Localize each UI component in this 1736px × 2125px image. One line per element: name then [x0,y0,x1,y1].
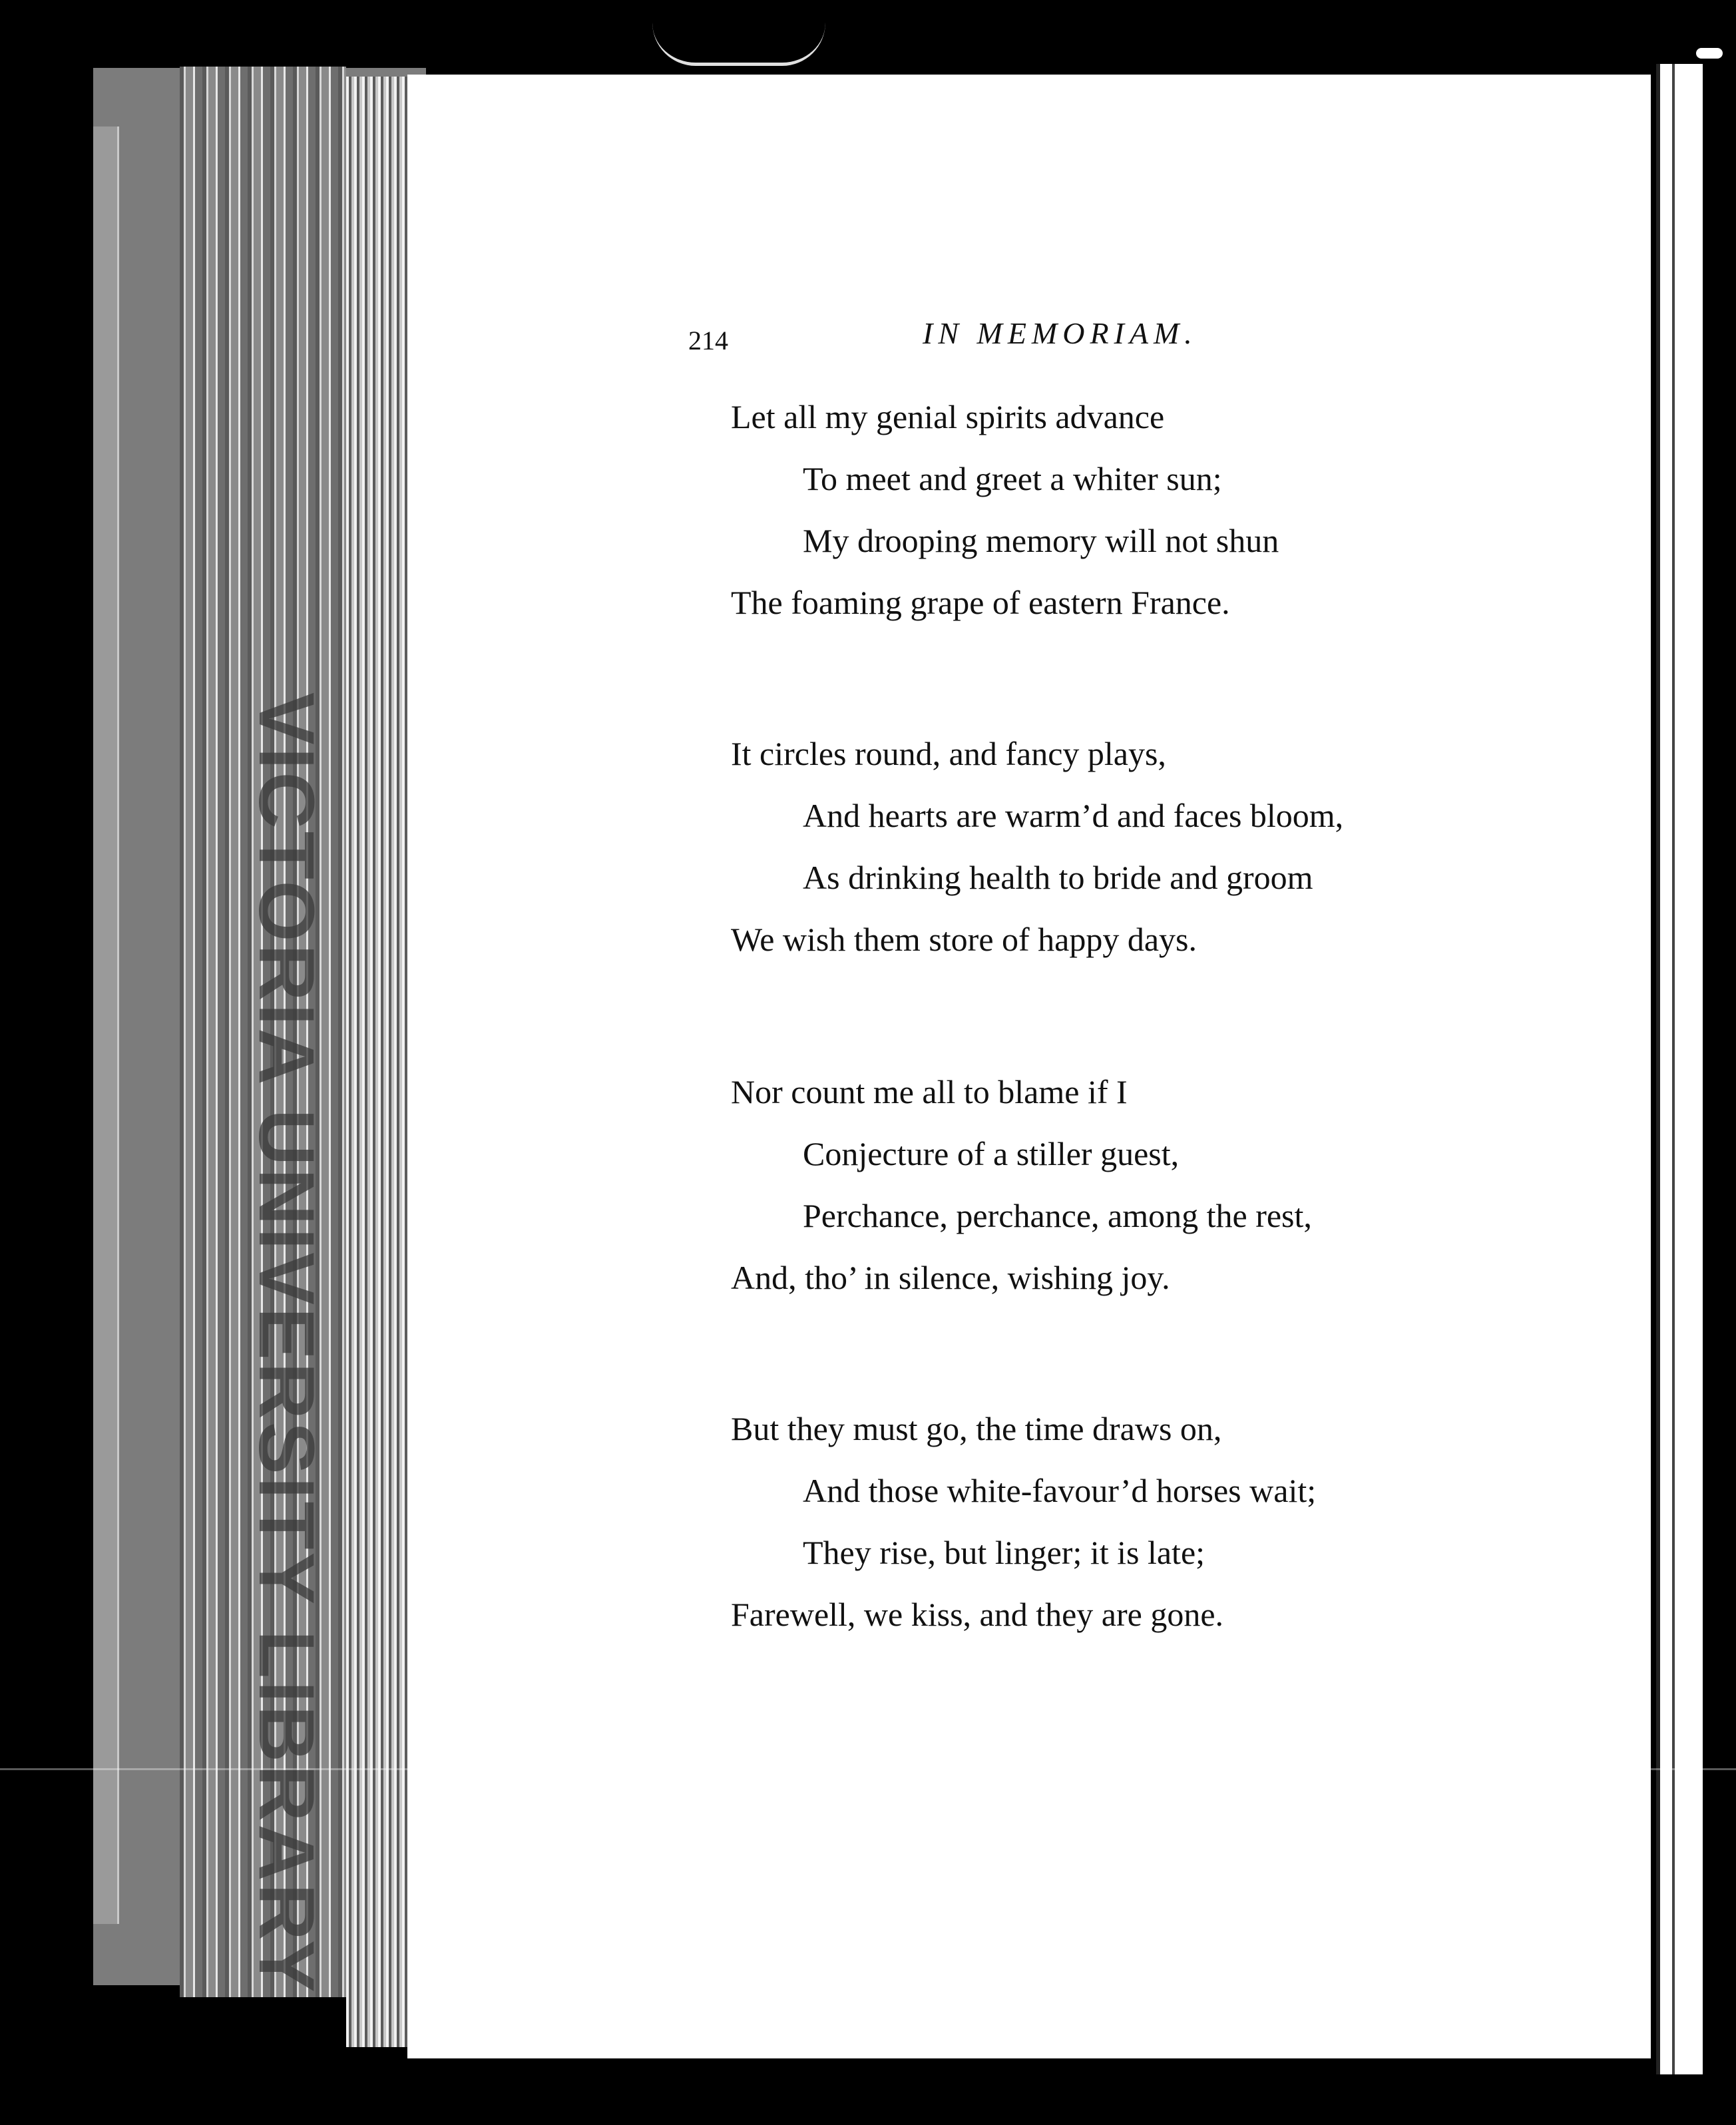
poem-line: My drooping memory will not shun [803,522,1279,559]
poem-line: As drinking health to bride and groom [803,859,1313,896]
poem-line: Perchance, perchance, among the rest, [803,1197,1312,1234]
stanza-4 [731,1398,1476,1646]
facing-page-edge [1656,64,1703,2074]
library-stamp: VICTORIA UNIVERSITY LIBRARY [242,692,330,1995]
scan-line-artifact [0,1768,1736,1770]
scan-artifact-curve [652,23,825,66]
page-edge-stripes-inner [346,77,413,2047]
stanza-2 [731,723,1476,971]
poem-line: Farewell, we kiss, and they are gone. [731,1596,1224,1633]
book-cover-edge [93,126,119,1924]
poem-line: Let all my genial spirits advance [731,398,1165,435]
poem-line: They rise, but linger; it is late; [803,1534,1205,1571]
scan-corner-mark [1696,48,1723,59]
poem-line: To meet and greet a whiter sun; [803,460,1222,497]
page-number: 214 [688,326,728,355]
running-head: IN MEMORIAM. [923,316,1197,350]
stanza-1 [731,386,1476,634]
poem-line: It circles round, and fancy plays, [731,735,1166,772]
poem-line: Conjecture of a stiller guest, [803,1135,1180,1172]
poem-line: We wish them store of happy days. [731,921,1197,958]
poem-line: But they must go, the time draws on, [731,1410,1222,1447]
poem-line: And those white-favour’d horses wait; [803,1472,1317,1509]
poem-line: And, tho’ in silence, wishing joy. [731,1259,1170,1296]
poem-line: Nor count me all to blame if I [731,1073,1128,1110]
poem-line: And hearts are warm’d and faces bloom, [803,797,1344,834]
stanza-3 [731,1061,1476,1309]
poem-line: The foaming grape of eastern France. [731,584,1230,621]
